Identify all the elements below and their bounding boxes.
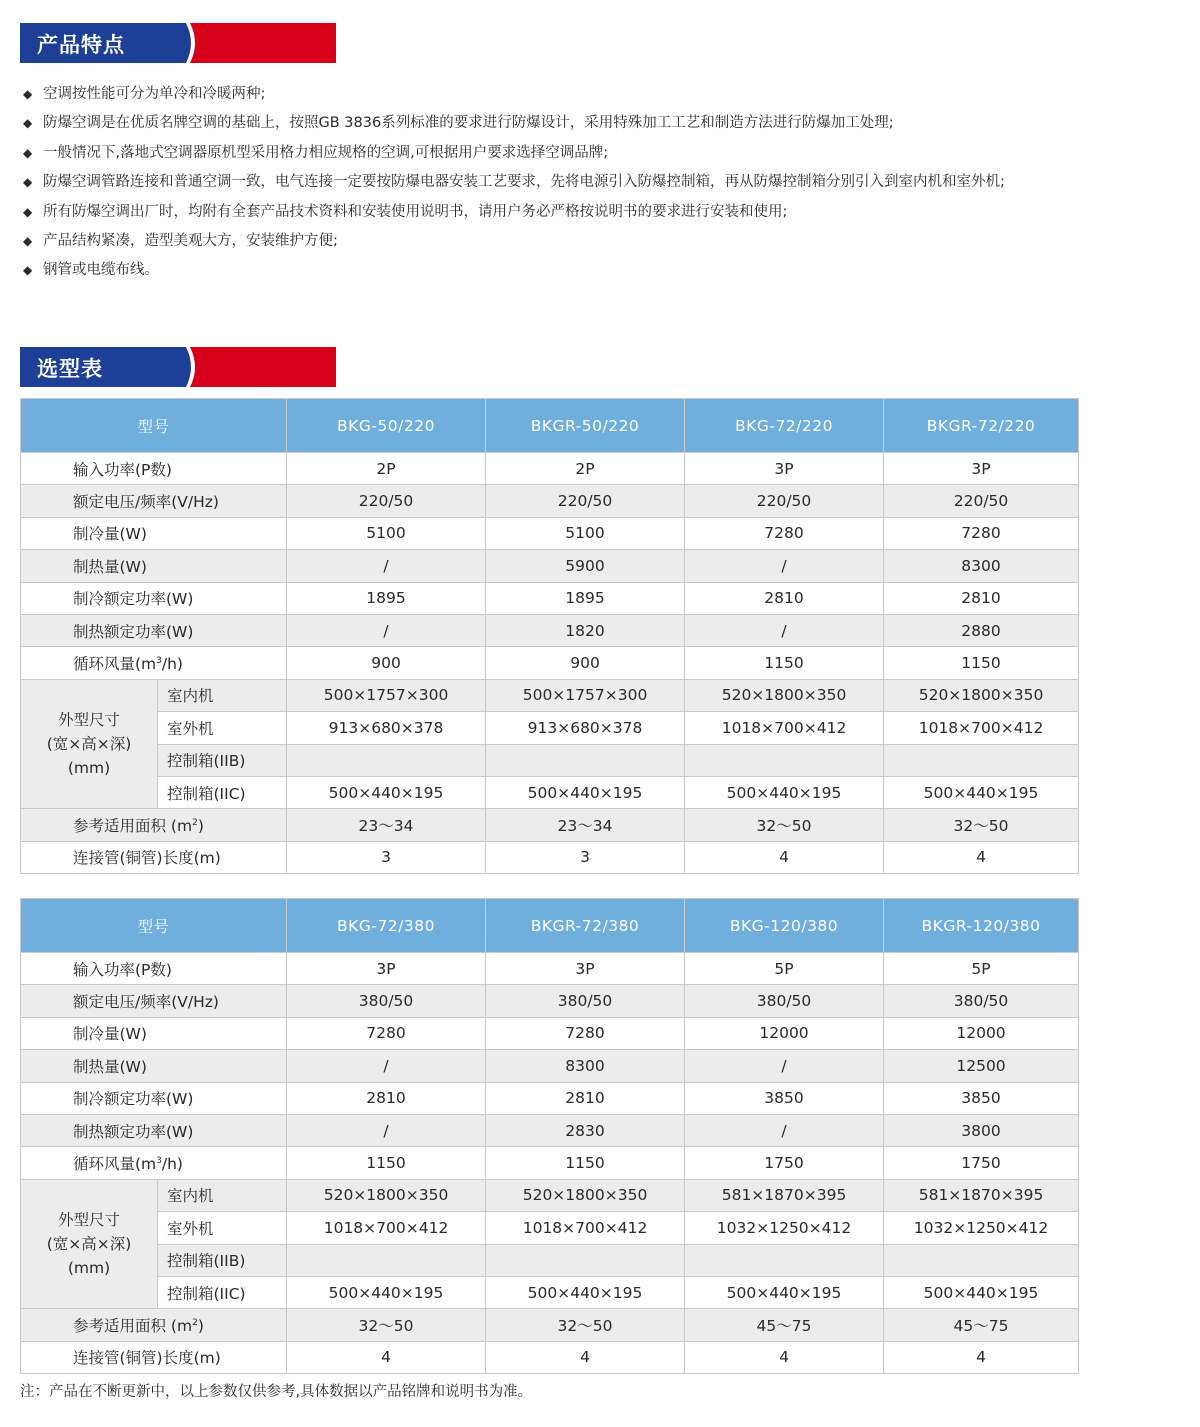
table-cell: 5P <box>685 953 884 985</box>
row-label: 额定电压/频率(V/Hz) <box>21 985 287 1017</box>
table-cell <box>486 744 685 776</box>
table-cell: 5900 <box>486 550 685 582</box>
table-row <box>21 776 1079 808</box>
row-label: 连接管(铜管)长度(m) <box>21 1341 287 1373</box>
table-cell: / <box>287 1114 486 1146</box>
table-cell: 1750 <box>685 1147 884 1179</box>
table-cell: 2810 <box>287 1082 486 1114</box>
diamond-bullet-icon: ◆ <box>23 175 33 190</box>
table-cell: 500×440×195 <box>884 1276 1079 1308</box>
table-cell: 4 <box>685 841 884 873</box>
table-cell: 581×1870×395 <box>685 1179 884 1211</box>
table-cell: 3850 <box>685 1082 884 1114</box>
table-cell: 1895 <box>486 582 685 614</box>
feature-list <box>23 80 1103 286</box>
diamond-bullet-icon: ◆ <box>23 263 33 278</box>
table-cell: 12000 <box>685 1017 884 1049</box>
table-row <box>21 1212 1079 1244</box>
table-cell: 220/50 <box>486 485 685 517</box>
table-cell: / <box>685 550 884 582</box>
diamond-bullet-icon: ◆ <box>23 87 33 101</box>
table-cell: 1150 <box>287 1147 486 1179</box>
table-cell: 581×1870×395 <box>884 1179 1079 1211</box>
table-cell: 1150 <box>685 647 884 679</box>
table-cell <box>287 1244 486 1276</box>
table-cell: 913×680×378 <box>287 712 486 744</box>
model-name: BKG-50/220 <box>287 399 486 453</box>
table-cell <box>884 1244 1079 1276</box>
table-cell: 500×440×195 <box>685 776 884 808</box>
table-cell <box>685 744 884 776</box>
table-cell: / <box>685 614 884 646</box>
table-row <box>21 953 1079 985</box>
row-label: 室内机 <box>158 679 287 711</box>
table-row <box>21 647 1079 679</box>
row-label: 输入功率(P数) <box>21 953 287 985</box>
row-label: 循环风量$(m^3/h)$ <box>21 647 287 679</box>
diamond-bullet-icon: ◆ <box>23 116 33 131</box>
table-cell: 12000 <box>884 1017 1079 1049</box>
table-cell: 1750 <box>884 1147 1079 1179</box>
features-title: 产品特点 <box>37 33 125 57</box>
table-cell: 900 <box>486 647 685 679</box>
table-row <box>21 679 1079 711</box>
feature-item: ◆ 所有防爆空调出厂时，均附有全套产品技术资料和安装使用说明书，请用户务必严格按说明书的要求进行安装和使用; <box>23 198 1103 227</box>
table-cell: 4 <box>486 1341 685 1373</box>
table-cell: 900 <box>287 647 486 679</box>
table-cell: 500×1757×300 <box>486 679 685 711</box>
table-cell: 520×1800×350 <box>685 679 884 711</box>
row-label: 制热额定功率(W) <box>21 1114 287 1146</box>
table-row <box>21 1276 1079 1308</box>
table-cell: 45～75 <box>685 1309 884 1341</box>
table-row <box>21 744 1079 776</box>
row-label: 室外机 <box>158 1212 287 1244</box>
table-row <box>21 453 1079 485</box>
table-cell: 4 <box>884 1341 1079 1373</box>
table-cell: 3P <box>486 953 685 985</box>
table-cell: 32～50 <box>685 809 884 841</box>
feature-item: ◆ 钢管或电缆布线。 <box>23 256 1103 285</box>
table-cell: 500×440×195 <box>287 1276 486 1308</box>
row-label: 制冷量(W) <box>21 517 287 549</box>
table-cell <box>287 744 486 776</box>
table-cell: / <box>685 1114 884 1146</box>
table-cell: 4 <box>287 1341 486 1373</box>
spec-table-220v <box>20 398 1079 874</box>
table-cell: 4 <box>884 841 1079 873</box>
table-cell: / <box>287 550 486 582</box>
footnote: 注：产品在不断更新中，以上参数仅供参考,具体数据以产品铭牌和说明书为准。 <box>20 1384 533 1400</box>
table-cell: 32～50 <box>287 1309 486 1341</box>
table-cell <box>884 744 1079 776</box>
table-cell: 7280 <box>287 1017 486 1049</box>
table-cell: 2P <box>287 453 486 485</box>
model-name: BKGR-72/380 <box>486 899 685 953</box>
table-cell: 500×440×195 <box>884 776 1079 808</box>
row-label: 制热量(W) <box>21 550 287 582</box>
row-label: 室外机 <box>158 712 287 744</box>
dimension-group-label: 外型尺寸 (宽×高×深) (mm) <box>21 1179 158 1309</box>
table-cell: 500×1757×300 <box>287 679 486 711</box>
table-cell: 7280 <box>486 1017 685 1049</box>
table-cell: 380/50 <box>486 985 685 1017</box>
table-cell: 2P <box>486 453 685 485</box>
table-cell: 1895 <box>287 582 486 614</box>
table-row <box>21 550 1079 582</box>
table-cell: 1150 <box>486 1147 685 1179</box>
row-label: 制冷额定功率(W) <box>21 582 287 614</box>
table-cell: 3P <box>685 453 884 485</box>
table-cell: 1032×1250×412 <box>685 1212 884 1244</box>
table-cell: 2830 <box>486 1114 685 1146</box>
table-cell: 1018×700×412 <box>884 712 1079 744</box>
table-cell: 23～34 <box>287 809 486 841</box>
table-cell: / <box>287 614 486 646</box>
row-label: 制冷额定功率(W) <box>21 1082 287 1114</box>
table-cell: 3P <box>884 453 1079 485</box>
row-label: 制热额定功率(W) <box>21 614 287 646</box>
selection-title: 选型表 <box>37 357 103 381</box>
selection-section-header <box>20 347 336 387</box>
table-cell: 3850 <box>884 1082 1079 1114</box>
row-label: 参考适用面积 $(m^2)$ <box>21 1309 287 1341</box>
table-cell <box>486 1244 685 1276</box>
model-name: BKGR-50/220 <box>486 399 685 453</box>
table-cell: 500×440×195 <box>486 1276 685 1308</box>
row-label: 控制箱(IIB) <box>158 744 287 776</box>
row-label: 制冷量(W) <box>21 1017 287 1049</box>
features-section-header <box>20 23 336 63</box>
model-name: BKG-72/220 <box>685 399 884 453</box>
table-row <box>21 1147 1079 1179</box>
table-row <box>21 1050 1079 1082</box>
row-label: 循环风量$(m^3/h)$ <box>21 1147 287 1179</box>
table-cell: 3 <box>287 841 486 873</box>
model-header: 型号 <box>21 899 287 953</box>
table-cell: 2810 <box>685 582 884 614</box>
table-row <box>21 1114 1079 1146</box>
table-cell: 12500 <box>884 1050 1079 1082</box>
table-cell: / <box>685 1050 884 1082</box>
row-label: 连接管(铜管)长度(m) <box>21 841 287 873</box>
model-name: BKGR-72/220 <box>884 399 1079 453</box>
table-cell: 3P <box>287 953 486 985</box>
table-cell: 1032×1250×412 <box>884 1212 1079 1244</box>
table-cell: 380/50 <box>884 985 1079 1017</box>
table-cell: 5100 <box>486 517 685 549</box>
table-cell: 1820 <box>486 614 685 646</box>
feature-item: ◆ 一般情况下,落地式空调器原机型采用格力相应规格的空调,可根据用户要求选择空调品牌; <box>23 139 1103 168</box>
table-cell: 32～50 <box>884 809 1079 841</box>
table-cell: 220/50 <box>287 485 486 517</box>
table-cell: 520×1800×350 <box>884 679 1079 711</box>
table-row <box>21 1082 1079 1114</box>
table-cell: 23～34 <box>486 809 685 841</box>
table-cell: 8300 <box>486 1050 685 1082</box>
table-header-row <box>21 899 1079 953</box>
row-label: 参考适用面积 $(m^2)$ <box>21 809 287 841</box>
table-cell: 520×1800×350 <box>287 1179 486 1211</box>
feature-item: ◆ 防爆空调是在优质名牌空调的基础上，按照GB 3836系列标准的要求进行防爆设计，采用特殊加工工艺和制造方法进行防爆加工处理; <box>23 109 1103 138</box>
model-name: BKGR-120/380 <box>884 899 1079 953</box>
table-cell: 4 <box>685 1341 884 1373</box>
table-row <box>21 712 1079 744</box>
table-row <box>21 614 1079 646</box>
table-row <box>21 1244 1079 1276</box>
model-name: BKG-72/380 <box>287 899 486 953</box>
row-label: 控制箱(IIC) <box>158 1276 287 1308</box>
table-cell: 3800 <box>884 1114 1079 1146</box>
table-cell: 380/50 <box>287 985 486 1017</box>
table-cell: 5100 <box>287 517 486 549</box>
table-cell: 500×440×195 <box>685 1276 884 1308</box>
row-label: 制热量(W) <box>21 1050 287 1082</box>
row-label: 额定电压/频率(V/Hz) <box>21 485 287 517</box>
table-cell <box>685 1244 884 1276</box>
table-row <box>21 582 1079 614</box>
table-cell: 913×680×378 <box>486 712 685 744</box>
table-cell: 2880 <box>884 614 1079 646</box>
table-row <box>21 485 1079 517</box>
feature-item: ◆ 空调按性能可分为单冷和冷暖两种; <box>23 80 1103 109</box>
table-cell: 1018×700×412 <box>685 712 884 744</box>
table-cell: 500×440×195 <box>486 776 685 808</box>
table-cell: 1018×700×412 <box>486 1212 685 1244</box>
dimension-group-label: 外型尺寸 (宽×高×深) (mm) <box>21 679 158 809</box>
table-header-row <box>21 399 1079 453</box>
row-label: 室内机 <box>158 1179 287 1211</box>
row-label: 输入功率(P数) <box>21 453 287 485</box>
diamond-bullet-icon: ◆ <box>23 204 33 219</box>
row-label: 控制箱(IIB) <box>158 1244 287 1276</box>
table-row <box>21 1341 1079 1373</box>
table-cell: 380/50 <box>685 985 884 1017</box>
table-cell: 8300 <box>884 550 1079 582</box>
table-cell: 32～50 <box>486 1309 685 1341</box>
table-row <box>21 1179 1079 1211</box>
table-cell: 220/50 <box>685 485 884 517</box>
table-cell: 2810 <box>486 1082 685 1114</box>
table-cell: 7280 <box>685 517 884 549</box>
table-cell: 1150 <box>884 647 1079 679</box>
table-row <box>21 1309 1079 1341</box>
diamond-bullet-icon: ◆ <box>23 234 33 249</box>
table-cell: 45～75 <box>884 1309 1079 1341</box>
table-cell: 520×1800×350 <box>486 1179 685 1211</box>
feature-item: ◆ 防爆空调管路连接和普通空调一致，电气连接一定要按防爆电器安装工艺要求，先将电源引入防爆控制箱，再从防爆控制箱分别引入到室内机和室外机; <box>23 168 1103 197</box>
table-row <box>21 1017 1079 1049</box>
table-cell: 5P <box>884 953 1079 985</box>
table-cell: / <box>287 1050 486 1082</box>
table-cell: 1018×700×412 <box>287 1212 486 1244</box>
diamond-bullet-icon: ◆ <box>23 145 33 160</box>
model-name: BKG-120/380 <box>685 899 884 953</box>
table-cell: 3 <box>486 841 685 873</box>
table-row <box>21 841 1079 873</box>
table-cell: 500×440×195 <box>287 776 486 808</box>
table-row <box>21 809 1079 841</box>
row-label: 控制箱(IIC) <box>158 776 287 808</box>
model-header: 型号 <box>21 399 287 453</box>
table-cell: 7280 <box>884 517 1079 549</box>
table-cell: 2810 <box>884 582 1079 614</box>
table-cell: 220/50 <box>884 485 1079 517</box>
feature-item: ◆ 产品结构紧凑，造型美观大方，安装维护方便; <box>23 227 1103 256</box>
table-row <box>21 517 1079 549</box>
spec-table-380v <box>20 898 1079 1374</box>
table-row <box>21 985 1079 1017</box>
